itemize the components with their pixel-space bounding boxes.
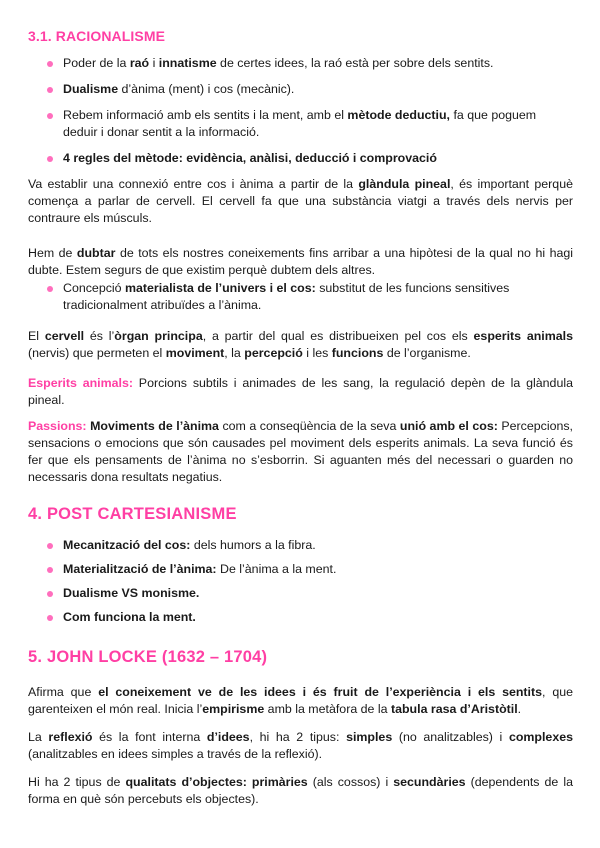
paragraph-cervell	[28, 328, 573, 362]
materialista-bullet-list	[28, 280, 573, 314]
text: primàries	[251, 775, 308, 789]
text: Concepció	[63, 281, 125, 295]
text: Va establir una connexió entre cos i ànima a partir de la	[28, 177, 359, 191]
racionalisme-bullet-list	[28, 55, 573, 167]
text: cervell	[44, 329, 85, 343]
text: De l’ànima a la ment.	[216, 562, 337, 576]
text: dels humors a la fibra.	[190, 538, 316, 552]
text: és la font interna	[92, 730, 207, 744]
text: innatisme	[158, 56, 217, 70]
list-item	[28, 81, 573, 98]
text: Hem de	[28, 246, 77, 260]
text: dubtar	[76, 246, 116, 260]
term-label: Esperits animals:	[28, 376, 133, 390]
list-item	[28, 609, 573, 626]
list-item	[28, 561, 573, 578]
text: i les	[302, 346, 332, 360]
text: percepció	[244, 346, 303, 360]
text: , la	[224, 346, 245, 360]
text: Afirma que	[28, 685, 99, 699]
text: (analitzables en idees simples a través de la reflexió).	[28, 747, 323, 761]
text: Poder de la	[63, 56, 130, 70]
text: 4 regles del mètode: evidència, anàlisi, deducció i comprovació	[63, 151, 437, 165]
term-label: Passions:	[28, 419, 87, 433]
text: Hi ha 2 tipus de	[28, 775, 126, 789]
list-item	[28, 585, 573, 602]
text: amb la metàfora de la	[264, 702, 391, 716]
text: de l’organisme.	[383, 346, 471, 360]
text: esperits animals	[473, 329, 573, 343]
text: complexes	[508, 730, 573, 744]
paragraph-glandula-pineal	[28, 176, 573, 227]
text: substitut de les funcions sensitives tradicionalment atribuïdes a l’ànima.	[63, 281, 510, 312]
text: Rebem informació amb els sentits i la ment, amb el	[63, 108, 348, 122]
text: és l’	[84, 329, 115, 343]
text: unió amb el cos:	[399, 419, 498, 433]
text: mètode deductiu,	[347, 108, 450, 122]
text: d’ànima (ment) i cos (mecànic).	[118, 82, 295, 96]
text: i	[149, 56, 159, 70]
text: , que garenteixen el món real. Inicia l’	[28, 685, 574, 716]
paragraph-dubtar	[28, 245, 573, 279]
text: , hi ha 2 tipus:	[249, 730, 347, 744]
text: Dualisme VS monisme.	[63, 586, 200, 600]
text: La	[28, 730, 49, 744]
text: òrgan principa	[114, 329, 203, 343]
text: materialista de l’univers i el cos:	[125, 281, 316, 295]
text: (dependents de la forma en què són percebuts els objectes).	[28, 775, 573, 806]
text: Mecanització del cos:	[63, 538, 191, 552]
text: (no analitzables) i	[392, 730, 509, 744]
text: secundàries	[393, 775, 466, 789]
text: d’idees	[206, 730, 250, 744]
text: empirisme	[202, 702, 265, 716]
text: Percepcions, sensacions o emocions que són causades pel moviment dels esperits animals. La seva funció és fer que els pensaments de l’ànima no s’esborrin. Si aguanten més del necessari o guarden no necessaris dona resultats negatius.	[28, 419, 573, 484]
text: moviment	[165, 346, 225, 360]
text: simples	[346, 730, 393, 744]
text: de tots els nostres coneixements fins arribar a una hipòtesi de la qual no hi hagi dubte. Estem segurs de que existim perquè dubtem dels altres.	[28, 246, 573, 277]
paragraph-locke-qualitats	[28, 774, 573, 808]
paragraph-esperits-animals	[28, 375, 573, 409]
list-item	[28, 280, 573, 314]
post-cartesianisme-bullet-list	[28, 537, 573, 626]
list-item	[28, 55, 573, 72]
text: fa que poguem deduir i donar sentit a la informació.	[63, 108, 537, 139]
text: reflexió	[48, 730, 93, 744]
paragraph-locke-coneixement	[28, 684, 573, 718]
text: glàndula pineal	[358, 177, 451, 191]
text: El	[28, 329, 45, 343]
section-heading-racionalisme: 3.1. RACIONALISME	[28, 28, 166, 44]
text: el coneixement ve de les idees i és fruit de l’experiència i els sentits	[98, 685, 543, 699]
text: Dualisme	[63, 82, 119, 96]
text: raó	[129, 56, 150, 70]
text: funcions	[331, 346, 384, 360]
text: (als cossos) i	[307, 775, 394, 789]
section-heading-john-locke: 5. JOHN LOCKE (1632 – 1704)	[28, 648, 268, 666]
text: .	[517, 702, 522, 716]
text: , a partir del qual es distribueixen pel cos els	[202, 329, 474, 343]
text: de certes idees, la raó està per sobre dels sentits.	[216, 56, 494, 70]
paragraph-passions	[28, 418, 573, 486]
paragraph-locke-reflexio	[28, 729, 573, 763]
text: Com funciona la ment.	[63, 610, 196, 624]
text: (nervis) que permeten el	[28, 346, 166, 360]
text: qualitats d’objectes:	[125, 775, 247, 789]
text: Materialització de l’ànima:	[63, 562, 217, 576]
text: tabula rasa d’Aristòtil	[390, 702, 518, 716]
list-item	[28, 150, 573, 167]
section-heading-post-cartesianisme: 4. POST CARTESIANISME	[28, 505, 237, 523]
list-item	[28, 537, 573, 554]
text: Porcions subtils i animades de les sang, la regulació depèn de la glàndula pineal.	[28, 376, 573, 407]
text: com a conseqüència de la seva	[218, 419, 400, 433]
list-item	[28, 107, 573, 141]
text: , és important perquè comença a parlar de cervell. El cervell fa que una substància viatgi a través dels nervis per contraure els músculs.	[28, 177, 573, 225]
text: Moviments de l’ànima	[90, 419, 219, 433]
